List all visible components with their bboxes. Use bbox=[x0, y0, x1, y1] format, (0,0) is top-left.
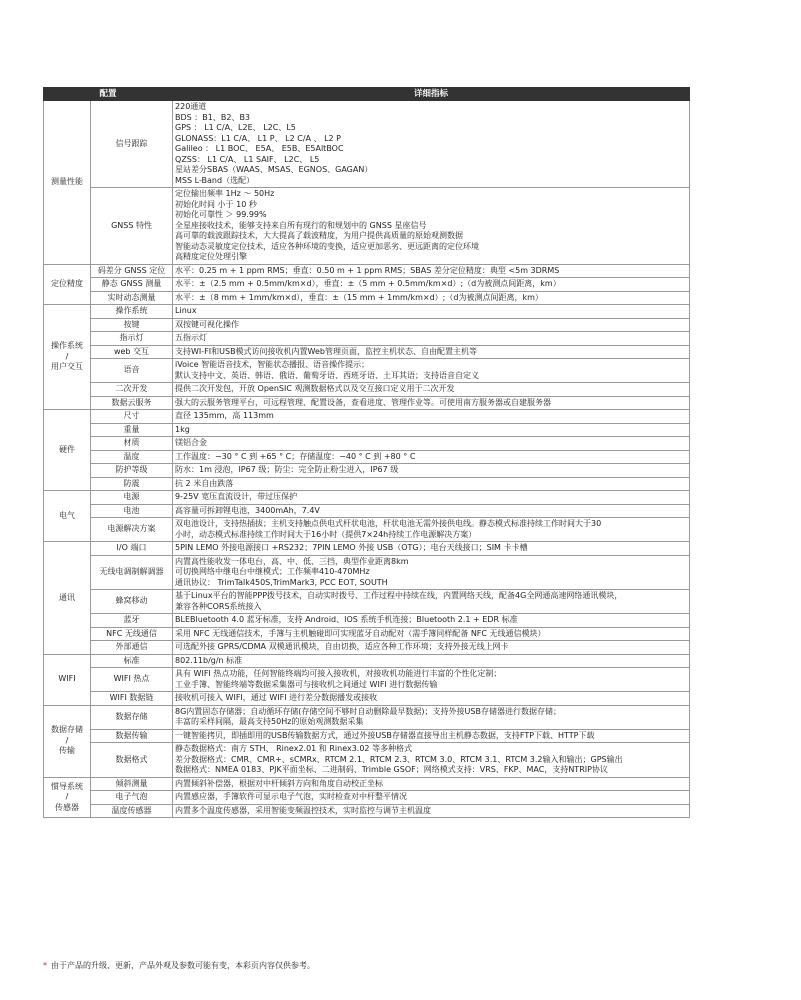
header-config: 配置 bbox=[44, 88, 173, 101]
detail-cell bbox=[173, 450, 690, 464]
detail-line: MSS L-Band（选配） bbox=[175, 175, 255, 185]
detail-cell bbox=[173, 804, 690, 818]
table-row bbox=[44, 705, 690, 729]
detail-line: 初始化可靠性 ＞ 99.99% bbox=[175, 210, 267, 219]
detail-line: 全星座接收技术，能够支持来自所有现行的和规划中的 GNSS 星座信号 bbox=[175, 220, 427, 230]
footnote bbox=[43, 960, 315, 971]
table-row bbox=[44, 743, 690, 778]
table-row bbox=[44, 437, 690, 451]
detail-line: 1kg bbox=[175, 424, 190, 434]
category-label: / bbox=[65, 351, 69, 361]
item-name-cell: 温度传感器 bbox=[91, 804, 173, 818]
detail-cell bbox=[173, 614, 690, 628]
detail-line: 双按键可视化操作 bbox=[175, 319, 240, 329]
detail-cell bbox=[173, 264, 690, 278]
detail-line: 通讯协议： TrimTalk450S,TrimMark3, PCC EOT, SOUTH bbox=[175, 577, 388, 587]
detail-cell bbox=[173, 654, 690, 668]
item-name-cell: NFC 无线通信 bbox=[91, 627, 173, 641]
detail-line: 可切换网络中继电台中继模式；工作频率410-470MHz bbox=[175, 567, 370, 576]
detail-cell bbox=[173, 491, 690, 505]
detail-line: GLONASS：L1 C/A、 L1 P、 L2 C/A 、 L2 P bbox=[175, 133, 341, 143]
item-name-cell: 防护等级 bbox=[91, 464, 173, 478]
item-name-cell: 无线电调制解调器 bbox=[91, 555, 173, 590]
detail-line: 五指示灯 bbox=[175, 333, 208, 342]
detail-line: 内置高性能收发一体电台，高、中、低、三挡，典型作业距离8km bbox=[175, 556, 409, 566]
detail-cell bbox=[173, 464, 690, 478]
detail-cell bbox=[173, 396, 690, 410]
detail-line: 双电池设计，支持热插拔；主机支持触点供电式杆状电池，杆状电池无需外接供电线。静态模式标准持续工作时间大于30 bbox=[175, 519, 602, 528]
spec-table-header bbox=[44, 88, 690, 101]
footnote-text: 由于产品的升级、更新，产品外观及参数可能有变，本彩页内容仅供参考。 bbox=[51, 961, 315, 970]
item-name-cell: 蓝牙 bbox=[91, 614, 173, 628]
category-cell bbox=[44, 491, 91, 542]
detail-cell bbox=[173, 101, 690, 188]
table-row bbox=[44, 555, 690, 590]
detail-line: 9-25V 宽压直流设计，带过压保护 bbox=[175, 492, 298, 501]
item-name-cell: 二次开发 bbox=[91, 383, 173, 397]
item-name-cell: 尺寸 bbox=[91, 410, 173, 424]
item-name-cell: 蜂窝移动 bbox=[91, 590, 173, 614]
table-row bbox=[44, 627, 690, 641]
table-row bbox=[44, 518, 690, 542]
detail-line: 默认支持中文、英语、韩语、俄语、葡萄牙语、西班牙语、土耳其语；支持语音自定义 bbox=[175, 370, 480, 380]
item-name-cell: 外部通信 bbox=[91, 641, 173, 655]
detail-cell bbox=[173, 345, 690, 359]
detail-line: 初始化时间 小于 10 秒 bbox=[175, 199, 257, 209]
item-name-cell: web 交互 bbox=[91, 345, 173, 359]
detail-line: 抗 2 米自由跌落 bbox=[175, 478, 234, 488]
detail-line: 高容量可拆卸锂电池，3400mAh，7.4V bbox=[175, 505, 320, 515]
detail-cell bbox=[173, 791, 690, 805]
item-name-cell: 指示灯 bbox=[91, 332, 173, 346]
table-row bbox=[44, 641, 690, 655]
table-row bbox=[44, 423, 690, 437]
item-name-cell: 防震 bbox=[91, 477, 173, 491]
table-row bbox=[44, 264, 690, 278]
table-row bbox=[44, 777, 690, 791]
detail-cell bbox=[173, 590, 690, 614]
item-name-cell: 标准 bbox=[91, 654, 173, 668]
detail-line: Galileo ： L1 BOC、 E5A、 E5B、E5AltBOC bbox=[175, 144, 344, 153]
table-row bbox=[44, 188, 690, 265]
detail-line: 内置倾斜补偿器，根据对中杆倾斜方向和角度自动校正坐标 bbox=[175, 778, 384, 788]
table-row bbox=[44, 383, 690, 397]
detail-line: 采用 NFC 无线通信技术，手簿与主机触碰即可实现蓝牙自动配对（需手簿同样配备 NFC 无线通信模块） bbox=[175, 628, 546, 638]
table-row bbox=[44, 542, 690, 556]
detail-line: BLEBluetooth 4.0 蓝牙标准，支持 Android、IOS 系统手机连接；Bluetooth 2.1 + EDR 标准 bbox=[175, 615, 518, 624]
item-name-cell: 数据云服务 bbox=[91, 396, 173, 410]
detail-line: 可选配外接 GPRS/CDMA 双模通讯模块，自由切换，适应各种工作环境；支持外接无线上网卡 bbox=[175, 642, 509, 651]
detail-cell bbox=[173, 477, 690, 491]
spec-table-body bbox=[44, 101, 690, 818]
table-row bbox=[44, 318, 690, 332]
detail-line: 防水：1m 浸泡，IP67 级；防尘：完全防止粉尘进入，IP67 级 bbox=[175, 465, 399, 474]
detail-line: 智能动态灵敏度定位技术，适应各种环境的变换，适应更加恶劣、更远距离的定位环境 bbox=[175, 241, 480, 251]
table-row bbox=[44, 101, 690, 188]
detail-line: 星站差分SBAS（WAAS、MSAS、EGNOS、GAGAN） bbox=[175, 165, 373, 174]
table-row bbox=[44, 464, 690, 478]
item-name-cell: 温度 bbox=[91, 450, 173, 464]
item-name-cell: 倾斜测量 bbox=[91, 777, 173, 791]
category-label: 操作系统 bbox=[51, 341, 83, 351]
table-row bbox=[44, 791, 690, 805]
detail-cell bbox=[173, 705, 690, 729]
detail-line: 水平：±（2.5 mm + 0.5mm/km×d），垂直：±（5 mm + 0.5mm/km×d）;（d为被测点间距离，km） bbox=[175, 279, 561, 288]
detail-line: 具有 WIFI 热点功能，任何智能终端均可接入接收机，对接收机功能进行丰富的个性化定制； bbox=[175, 669, 502, 678]
item-name-cell: 电源解决方案 bbox=[91, 518, 173, 542]
detail-line: 提供二次开发包，开放 OpenSIC 观测数据格式以及交互接口定义用于二次开发 bbox=[175, 384, 455, 393]
detail-cell bbox=[173, 504, 690, 518]
detail-cell bbox=[173, 291, 690, 305]
item-name-cell: 码差分 GNSS 定位 bbox=[91, 264, 173, 278]
category-label: 测量性能 bbox=[51, 177, 83, 186]
item-name-cell: 信号跟踪 bbox=[91, 101, 173, 188]
item-name-cell: 实时动态测量 bbox=[91, 291, 173, 305]
item-name-cell: 数据存储 bbox=[91, 705, 173, 729]
table-row bbox=[44, 359, 690, 383]
item-name-cell: 静态 GNSS 测量 bbox=[91, 278, 173, 292]
category-cell bbox=[44, 542, 91, 655]
item-name-cell: 电子气泡 bbox=[91, 791, 173, 805]
detail-line: 支持WI-FI和USB模式访问接收机内置Web管理页面，监控主机状态、自由配置主机等 bbox=[175, 346, 477, 356]
detail-line: 8G内置固态存储器；自动循环存储(存储空间不够时自动删除最早数据)；支持外接USB存储器进行数据存储； bbox=[175, 706, 561, 716]
detail-line: GPS ： L1 C/A、L2E、 L2C、L5 bbox=[175, 123, 296, 132]
item-name-cell: I/O 端口 bbox=[91, 542, 173, 556]
item-name-cell: 操作系统 bbox=[91, 305, 173, 319]
detail-line: BDS ：B1、B2、B3 bbox=[175, 112, 251, 122]
item-name-cell: WIFI 数据链 bbox=[91, 692, 173, 706]
detail-line: 接收机可接入 WIFI，通过 WIFI 进行差分数据播发或接收 bbox=[175, 693, 378, 702]
table-row bbox=[44, 305, 690, 319]
category-cell bbox=[44, 305, 91, 410]
footnote-star: * bbox=[43, 961, 47, 970]
table-row bbox=[44, 590, 690, 614]
detail-line: 定位输出频率 1Hz ～ 50Hz bbox=[175, 189, 275, 198]
table-row bbox=[44, 332, 690, 346]
category-cell bbox=[44, 264, 91, 305]
category-cell bbox=[44, 777, 91, 818]
detail-line: 802.11b/g/n 标准 bbox=[175, 655, 243, 665]
detail-cell bbox=[173, 555, 690, 590]
category-label: 定位精度 bbox=[51, 279, 83, 288]
detail-line: 丰富的采样间隔，最高支持50Hz的原始观测数据采集 bbox=[175, 717, 364, 726]
detail-cell bbox=[173, 729, 690, 743]
table-row bbox=[44, 804, 690, 818]
header-detail: 详细指标 bbox=[173, 88, 690, 101]
table-row bbox=[44, 692, 690, 706]
detail-cell bbox=[173, 278, 690, 292]
detail-line: 直径 135mm，高 113mm bbox=[175, 411, 274, 420]
category-label: 传输 bbox=[59, 746, 75, 756]
table-row bbox=[44, 450, 690, 464]
table-row bbox=[44, 477, 690, 491]
detail-line: 数据格式：NMEA 0183、PJK平面坐标、二进制码、Trimble GSOF；网络模式支持：VRS、FKP、MAC，支持NTRIP协议 bbox=[175, 765, 608, 774]
table-row bbox=[44, 396, 690, 410]
category-label: 惯导系统 bbox=[51, 781, 83, 791]
category-cell bbox=[44, 410, 91, 491]
table-row bbox=[44, 729, 690, 743]
category-cell bbox=[44, 101, 91, 265]
detail-line: 内置多个温度传感器，采用智能变频温控技术，实时监控与调节主机温度 bbox=[175, 805, 432, 815]
category-label: 数据存储 bbox=[51, 725, 83, 735]
detail-line: 镁铝合金 bbox=[175, 438, 208, 447]
detail-line: 小时，动态模式标准持续工作时间大于16小时（提供7×24h持续工作电源解决方案） bbox=[175, 529, 477, 539]
category-label: 用户交互 bbox=[51, 362, 83, 372]
detail-line: 工作温度：−30 ° C 到 +65 ° C；存储温度：−40 ° C 到 +80 ° C bbox=[175, 451, 416, 461]
detail-cell bbox=[173, 692, 690, 706]
category-label: / bbox=[65, 792, 69, 801]
item-name-cell: GNSS 特性 bbox=[91, 188, 173, 265]
detail-cell bbox=[173, 777, 690, 791]
item-name-cell: WIFI 热点 bbox=[91, 668, 173, 692]
category-label: 电气 bbox=[59, 510, 75, 520]
detail-cell bbox=[173, 518, 690, 542]
item-name-cell: 语音 bbox=[91, 359, 173, 383]
category-cell bbox=[44, 654, 91, 705]
table-row bbox=[44, 654, 690, 668]
detail-cell bbox=[173, 383, 690, 397]
item-name-cell: 重量 bbox=[91, 423, 173, 437]
detail-cell bbox=[173, 641, 690, 655]
detail-line: 220通道 bbox=[175, 102, 207, 111]
detail-line: Linux bbox=[175, 306, 197, 315]
table-row bbox=[44, 614, 690, 628]
detail-line: 水平：0.25 m + 1 ppm RMS；垂直：0.50 m + 1 ppm RMS；SBAS 差分定位精度：典型 <5m 3DRMS bbox=[175, 265, 560, 275]
category-label: WIFI bbox=[58, 674, 76, 684]
table-row bbox=[44, 491, 690, 505]
detail-line: 差分数据格式：CMR、CMR+、sCMRx、RTCM 2.1、RTCM 2.3、RTCM 3.0、RTCM 3.1、RTCM 3.2输入和输出；GPS输出 bbox=[175, 754, 623, 764]
detail-line: 兼容各种CORS系统接入 bbox=[175, 601, 262, 611]
detail-line: 高可靠的载波跟踪技术，大大提高了载波精度，为用户提供高质量的原始观测数据 bbox=[175, 231, 464, 240]
detail-line: 静态数据格式：南方 STH、 Rinex2.01 和 Rinex3.02 等多种格式 bbox=[175, 744, 413, 753]
item-name-cell: 数据传输 bbox=[91, 729, 173, 743]
detail-line: 内置感应器，手簿软件可显示电子气泡，实时检查对中杆整平情况 bbox=[175, 792, 408, 801]
detail-cell bbox=[173, 627, 690, 641]
table-row bbox=[44, 345, 690, 359]
detail-line: 水平：±（8 mm + 1mm/km×d），垂直：±（15 mm + 1mm/km×d）;（d为被测点间距离，km） bbox=[175, 292, 543, 302]
table-row bbox=[44, 278, 690, 292]
spec-table bbox=[43, 87, 690, 818]
item-name-cell: 按键 bbox=[91, 318, 173, 332]
table-row bbox=[44, 504, 690, 518]
category-label: 硬件 bbox=[59, 444, 75, 454]
item-name-cell: 材质 bbox=[91, 437, 173, 451]
detail-line: 基于Linux平台的智能PPP拨号技术，自动实时拨号、工作过程中持续在线，内置网络天线，配备4G全网通高速网络通讯模块， bbox=[175, 591, 623, 600]
detail-cell bbox=[173, 668, 690, 692]
item-name-cell: 电源 bbox=[91, 491, 173, 505]
detail-cell bbox=[173, 359, 690, 383]
detail-line: iVoice 智能语音技术，智能状态播报、语音操作提示； bbox=[175, 360, 370, 369]
detail-line: 一键智能拷贝，即插即用的USB传输数据方式，通过外接USB存储器直接导出主机静态数据，支持FTP下载、HTTP下载 bbox=[175, 730, 595, 740]
item-name-cell: 电池 bbox=[91, 504, 173, 518]
detail-cell bbox=[173, 437, 690, 451]
detail-cell bbox=[173, 410, 690, 424]
category-label: 通讯 bbox=[59, 592, 75, 602]
table-row bbox=[44, 668, 690, 692]
detail-cell bbox=[173, 423, 690, 437]
detail-cell bbox=[173, 188, 690, 265]
table-row bbox=[44, 410, 690, 424]
detail-line: 5PIN LEMO 外接电源接口 +RS232；7PIN LEMO 外接 USB（OTG）；电台天线接口；SIM 卡卡槽 bbox=[175, 543, 528, 552]
category-label: 传感器 bbox=[55, 802, 79, 812]
detail-line: 高精度定位处理引擎 bbox=[175, 252, 248, 261]
detail-line: 工业手簿、智能终端等数据采集器可与接收机之间通过 WIFI 进行数据传输 bbox=[175, 679, 438, 689]
detail-line: 强大的云服务管理平台，可远程管理、配置设备，查看进度、管理作业等。可使用南方服务器或自建服务器 bbox=[175, 397, 552, 407]
detail-cell bbox=[173, 305, 690, 319]
table-row bbox=[44, 291, 690, 305]
detail-cell bbox=[173, 542, 690, 556]
detail-cell bbox=[173, 318, 690, 332]
category-cell bbox=[44, 705, 91, 777]
item-name-cell: 数据格式 bbox=[91, 743, 173, 778]
detail-cell bbox=[173, 743, 690, 778]
detail-line: QZSS： L1 C/A、 L1 SAIF、 L2C、 L5 bbox=[175, 154, 320, 164]
detail-cell bbox=[173, 332, 690, 346]
category-label: / bbox=[65, 735, 69, 745]
